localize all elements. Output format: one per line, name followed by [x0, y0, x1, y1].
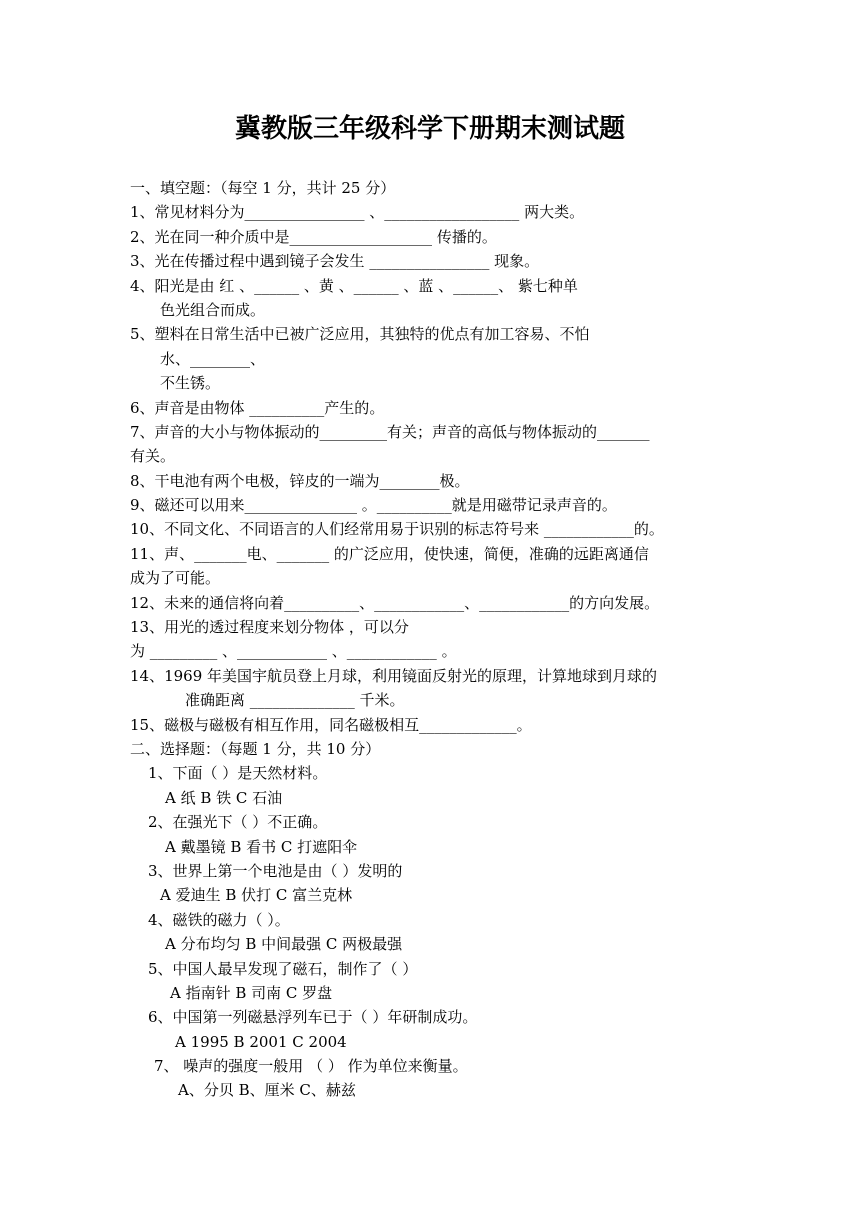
question-line: 9、磁还可以用来_______________ 。__________就是用磁带记录声音的。	[130, 496, 617, 515]
question-continuation: 为 _________ 、____________ 、____________ 。	[130, 642, 457, 661]
question-line: 15、磁极与磁极有相互作用，同名磁极相互_____________。	[130, 715, 532, 734]
question-line: 1、常见材料分为________________ 、__________________ 两大类。	[130, 203, 585, 222]
choice-options: A 分布均匀 B 中间最强 C 两极最强	[165, 935, 403, 954]
choice-question: 5、中国人最早发现了磁石，制作了（ ）	[148, 959, 418, 978]
question-line: 8、干电池有两个电极，锌皮的一端为________极。	[130, 471, 470, 490]
question-line: 12、未来的通信将向着__________、____________、____________的方向发展。	[130, 593, 660, 612]
question-line: 11、声、_______电、_______ 的广泛应用，使快速，简便，准确的远距离通信	[130, 544, 649, 563]
section-heading-fill-blank: 一、填空题：（每空 1 分，共计 25 分）	[130, 179, 396, 197]
exam-content	[130, 176, 730, 1103]
choice-options: A 指南针 B 司南 C 罗盘	[170, 983, 333, 1002]
choice-options: A 1995 B 2001 C 2004	[175, 1032, 347, 1051]
question-line: 3、光在传播过程中遇到镜子会发生 ________________ 现象。	[130, 252, 540, 271]
choice-question: 6、中国第一列磁悬浮列车已于（ ）年研制成功。	[148, 1008, 478, 1027]
choice-question: 4、磁铁的磁力（ ）。	[148, 910, 290, 929]
choice-question: 7、 噪声的强度一般用 （ ） 作为单位来衡量。	[154, 1057, 468, 1076]
choice-options: A 爱迪生 B 伏打 C 富兰克林	[160, 886, 353, 905]
choice-options: A 戴墨镜 B 看书 C 打遮阳伞	[165, 837, 358, 856]
question-line: 4、阳光是由 红 、______ 、黄 、______ 、蓝 、______、 紫七种单	[130, 276, 578, 295]
choice-question: 2、在强光下（ ）不正确。	[148, 813, 328, 832]
question-line: 2、光在同一种介质中是___________________ 传播的。	[130, 227, 497, 246]
question-line: 6、声音是由物体 __________产生的。	[130, 398, 385, 417]
choice-question: 1、下面（ ）是天然材料。	[148, 764, 328, 783]
question-continuation: 成为了可能。	[130, 569, 221, 588]
choice-options: A 纸 B 铁 C 石油	[165, 788, 283, 807]
question-continuation: 准确距离 ______________ 千米。	[185, 691, 405, 710]
choice-question: 3、世界上第一个电池是由（ ）发明的	[148, 861, 403, 880]
question-line: 5、塑料在日常生活中已被广泛应用，其独特的优点有加工容易、不怕	[130, 325, 590, 344]
question-continuation: 水、________、	[160, 349, 266, 368]
question-line: 13、用光的透过程度来划分物体 ，可以分	[130, 618, 409, 637]
question-continuation: 有关。	[130, 447, 176, 466]
section-heading-multiple-choice: 二、选择题：（每题 1 分，共 10 分）	[130, 739, 381, 758]
question-line: 10、不同文化、不同语言的人们经常用易于识别的标志符号来 ____________的。	[130, 520, 664, 539]
question-line: 14、1969 年美国宇航员登上月球，利用镜面反射光的原理，计算地球到月球的	[130, 666, 658, 685]
page-title: 冀教版三年级科学下册期末测试题	[234, 114, 625, 144]
question-line: 7、声音的大小与物体振动的_________有关；声音的高低与物体振动的_______	[130, 422, 650, 441]
question-continuation: 色光组合而成。	[160, 300, 266, 319]
choice-options: A、分贝 B、厘米 C、赫兹	[178, 1081, 356, 1100]
question-continuation: 不生锈。	[160, 374, 221, 393]
